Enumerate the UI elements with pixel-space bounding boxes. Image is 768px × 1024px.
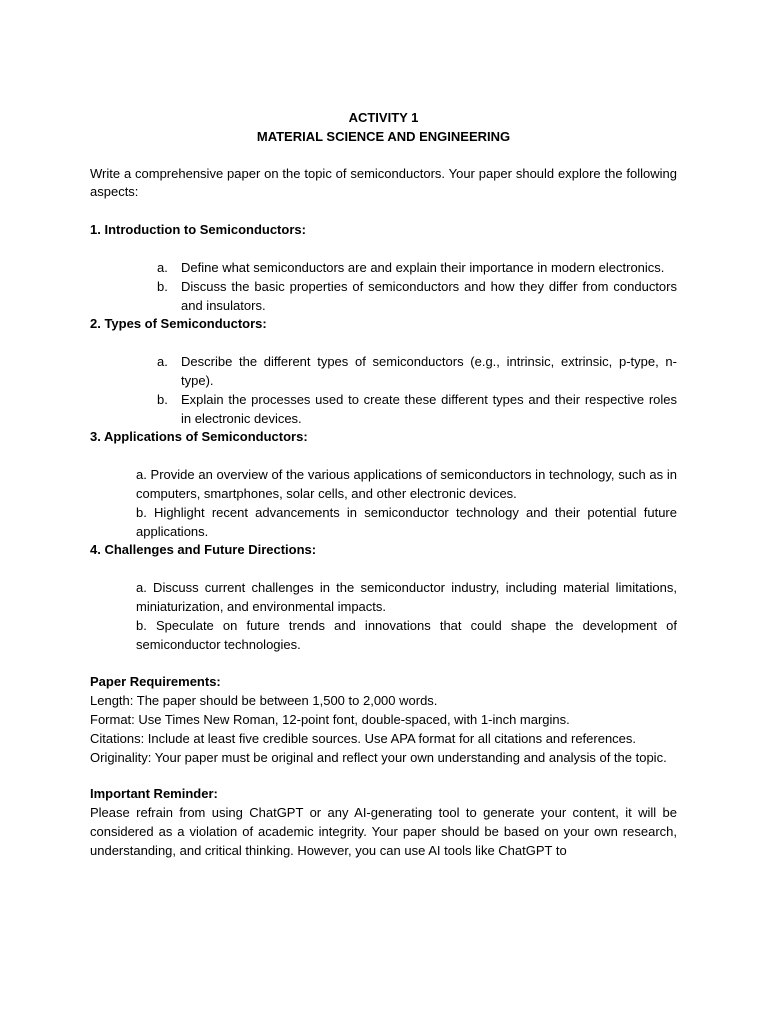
list-item <box>90 353 677 391</box>
section-heading-types: 2. Types of Semiconductors: <box>90 316 267 332</box>
requirements-heading: Paper Requirements: <box>90 674 221 690</box>
reminder-heading: Important Reminder: <box>90 786 218 802</box>
list-marker: b. <box>157 278 168 294</box>
intro-paragraph: Write a comprehensive paper on the topic of semiconductors. Your paper should explore the following aspects: <box>90 165 677 200</box>
list-marker: b. <box>157 391 168 407</box>
list-item-text: Describe the different types of semiconductors (e.g., intrinsic, extrinsic, p-type, n-type). <box>181 354 677 388</box>
section-heading-introduction: 1. Introduction to Semiconductors: <box>90 222 306 238</box>
applications-block <box>90 466 677 541</box>
reminder-paragraph: Please refrain from using ChatGPT or any AI-generating tool to generate your content, it will be considered as a violation of academic integrity. Your paper should be based on your own research, understanding, and critical thinking. However, you can use AI tools like ChatGPT to <box>90 805 677 858</box>
list-marker: a. <box>157 354 168 370</box>
challenges-paragraph-b: b. Speculate on future trends and innovations that could shape the development of semiconductor technologies. <box>136 617 677 652</box>
requirement-citations: Citations: Include at least five credible sources. Use APA format for all citations and references. <box>90 730 637 746</box>
list-item <box>90 391 677 429</box>
list-item <box>90 259 677 278</box>
list-item-text: Define what semiconductors are and explain their importance in modern electronics. <box>181 259 665 275</box>
list-item <box>90 278 677 316</box>
challenges-paragraph-a: a. Discuss current challenges in the semiconductor industry, including material limitations, miniaturization, and environmental impacts. <box>136 580 677 614</box>
document-page <box>90 109 677 861</box>
list-item-text: Explain the processes used to create these different types and their respective roles in electronic devices. <box>181 391 677 426</box>
types-list <box>90 353 677 428</box>
activity-title: ACTIVITY 1 <box>348 110 419 125</box>
introduction-list <box>90 259 677 315</box>
requirement-originality: Originality: Your paper must be original and reflect your own understanding and analysis of the topic. <box>90 749 667 765</box>
applications-paragraph-a: a. Provide an overview of the various applications of semiconductors in technology, such as in computers, smartphones, solar cells, and other electronic devices. <box>136 467 677 501</box>
section-heading-applications: 3. Applications of Semiconductors: <box>90 429 308 445</box>
section-heading-challenges: 4. Challenges and Future Directions: <box>90 542 317 558</box>
course-title: MATERIAL SCIENCE AND ENGINEERING <box>256 128 511 144</box>
list-marker: a. <box>157 259 168 275</box>
list-item-text: Discuss the basic properties of semiconductors and how they differ from conductors and insulators. <box>181 278 677 313</box>
challenges-block <box>90 579 677 654</box>
applications-paragraph-b: b. Highlight recent advancements in semiconductor technology and their potential future applications. <box>136 504 677 539</box>
requirement-length: Length: The paper should be between 1,500 to 2,000 words. <box>90 693 438 709</box>
requirement-format: Format: Use Times New Roman, 12-point font, double-spaced, with 1-inch margins. <box>90 711 570 727</box>
